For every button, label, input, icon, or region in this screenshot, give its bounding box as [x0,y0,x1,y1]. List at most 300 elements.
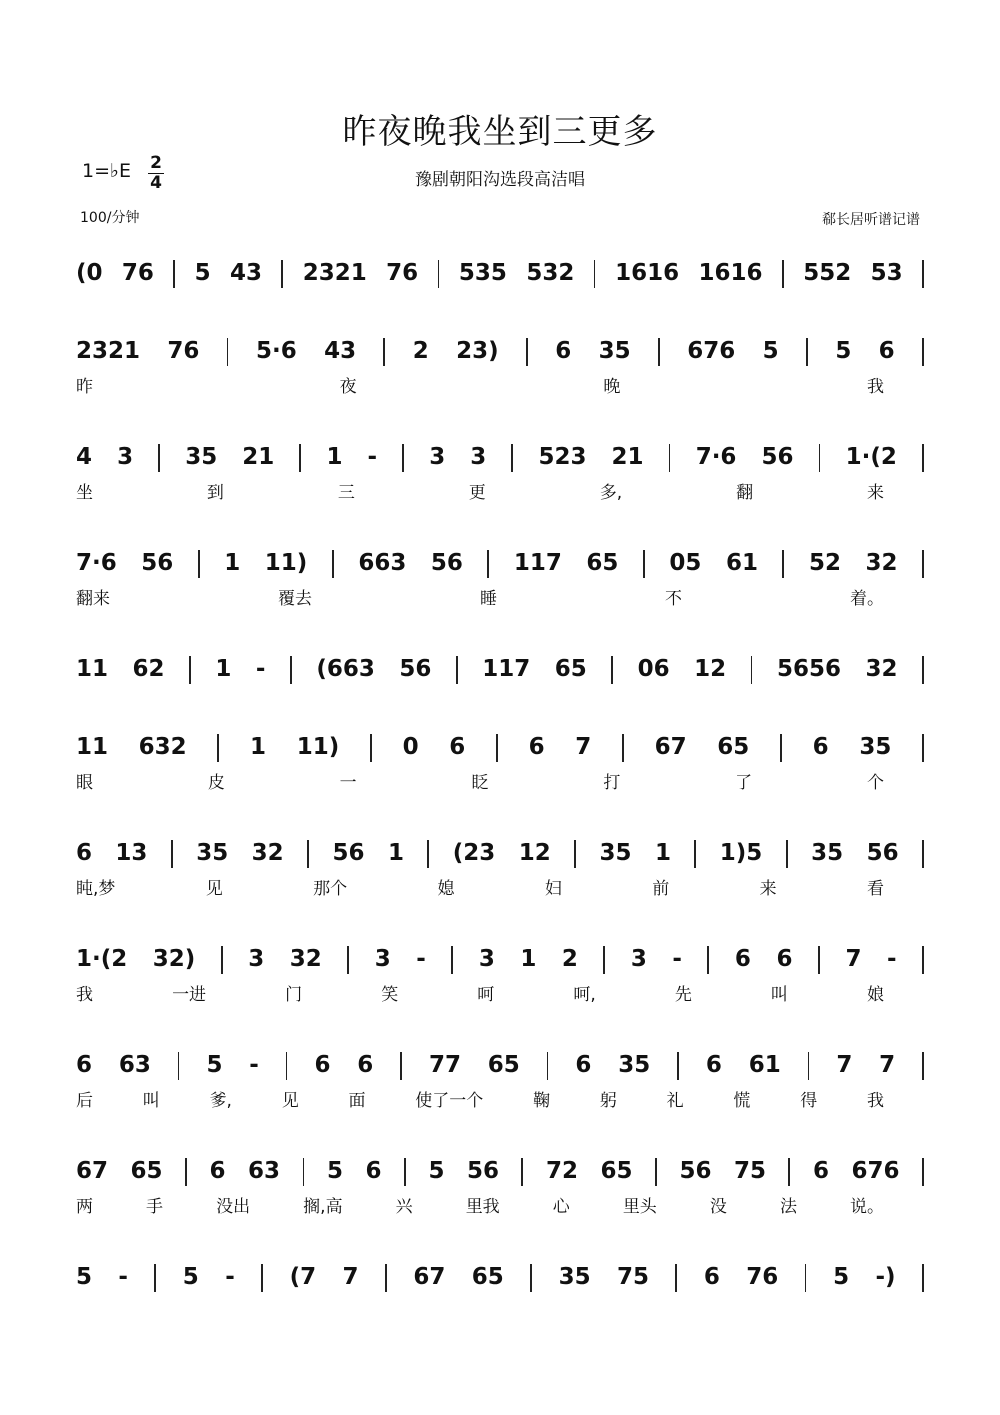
note-group: 67 [76,1158,109,1184]
barline [611,656,613,684]
note-group: 1 [224,550,241,576]
barline [347,946,349,974]
barline [385,1264,387,1292]
note-group: 6 [776,946,793,972]
lyric-word: 睡 [480,589,497,609]
note-group: 3 [470,444,487,470]
staff-system [0,648,1000,738]
note-group: 76 [121,260,154,286]
note-group: 65 [600,1158,633,1184]
note-group: 2 [412,338,429,364]
staff-system [0,726,1000,816]
note-group: 76 [386,260,419,286]
note-group: 1616 [615,260,680,286]
barline [658,338,660,366]
barline [594,260,596,288]
note-group: 12 [518,840,551,866]
notation-line [0,938,1000,978]
lyric-line [0,1089,1000,1115]
barline [227,338,229,366]
barline [173,260,175,288]
note-group: 65 [130,1158,163,1184]
lyric-word: 使了一个 [415,1091,484,1111]
barline [786,840,788,868]
barline [438,260,440,288]
note-group: 53 [870,260,903,286]
barline [307,840,309,868]
page-title: 昨夜晚我坐到三更多 [342,112,658,152]
barline [402,444,404,472]
barline [669,444,671,472]
notation-line [0,436,1000,476]
lyric-word: 翻 [736,483,754,503]
barline [511,444,513,472]
barline [451,946,453,974]
staff-system [0,832,1000,922]
note-group: 1 [387,840,404,866]
note-group: 56 [679,1158,712,1184]
staff-system [0,1256,1000,1346]
lyric-word: 没出 [216,1197,251,1217]
staff-system [0,436,1000,526]
lyric-word: 呵 [477,985,495,1005]
barline [427,840,429,868]
note-group: 5 [194,260,211,286]
notation-line [0,542,1000,582]
barline [922,444,924,472]
barline [154,1264,156,1292]
note-group: (0 [76,260,103,286]
note-group: 35 [811,840,844,866]
barline [456,656,458,684]
lyric-word: 说。 [850,1197,884,1217]
note-group: 6 [449,734,466,760]
barline [805,1264,807,1292]
note-group: 532 [526,260,575,286]
note-group: 6 [734,946,751,972]
notation-line [0,726,1000,766]
note-group: - [672,946,682,972]
lyric-word: 爹, [209,1091,232,1111]
note-group: 35 [859,734,892,760]
note-group: 4 [76,444,93,470]
note-group: 5 [76,1264,93,1290]
note-group: 5 [833,1264,850,1290]
lyric-word: 躬 [599,1091,617,1111]
lyric-word: 先 [674,985,692,1005]
note-group: 1 [250,734,267,760]
lyric-word: 心 [552,1197,570,1217]
note-group: 3 [630,946,647,972]
note-group: 62 [132,656,165,682]
transcriber-credit: 郗长居听谱记谱 [822,212,920,228]
note-group: 117 [513,550,562,576]
note-group: 5 [206,1052,223,1078]
note-group: 1616 [698,260,763,286]
note-group: 5 [182,1264,199,1290]
lyric-word: 法 [779,1197,797,1217]
note-group: 6 [812,1158,829,1184]
note-group: 6 [528,734,545,760]
lyric-word: 媳 [437,879,455,899]
lyric-word: 我 [867,1091,884,1111]
lyric-word: 娘 [867,985,884,1005]
note-group: - [416,946,426,972]
barline [694,840,696,868]
lyric-line [0,375,1000,401]
note-group: 21 [611,444,644,470]
meter-bottom: 4 [150,173,162,193]
lyric-word: 没 [709,1197,727,1217]
lyric-word: 鞠 [533,1091,551,1111]
note-group: 6 [76,840,93,866]
note-group: 1 [654,840,671,866]
barline [526,338,528,366]
note-group: 5656 [777,656,842,682]
note-group: 5·6 [256,338,297,364]
lyric-word: 更 [468,483,486,503]
staff-system [0,1150,1000,1240]
note-group: 56 [332,840,365,866]
note-group: 52 [808,550,841,576]
lyric-line [0,877,1000,903]
note-group: 65 [717,734,750,760]
lyric-word: 呵, [573,985,596,1005]
note-group: 56 [466,1158,499,1184]
note-group: 6 [575,1052,592,1078]
note-group: 63 [248,1158,281,1184]
barline [487,550,489,578]
note-group: 676 [687,338,736,364]
note-group: 6 [878,338,895,364]
note-group: 11 [76,656,109,682]
note-group: 11 [76,734,109,760]
note-group: 61 [725,550,758,576]
key-signature: 1=♭E [82,160,131,182]
barline [370,734,372,762]
note-group: 1·(2 [845,444,897,470]
lyric-word: 多, [599,483,623,503]
lyric-word: 见 [281,1091,299,1111]
barline [922,946,924,974]
barline [922,338,924,366]
note-group: 65 [554,656,587,682]
note-group: 523 [538,444,587,470]
barline [404,1158,406,1186]
barline [574,840,576,868]
lyric-word: 面 [348,1091,366,1111]
barline [675,1264,677,1292]
note-group: 6 [76,1052,93,1078]
barline [751,656,753,684]
barline [707,946,709,974]
barline [922,1158,924,1186]
note-group: 6 [365,1158,382,1184]
lyric-word: 妇 [544,879,562,899]
note-group: 75 [733,1158,766,1184]
note-group: 3 [117,444,134,470]
lyric-word: 笑 [381,985,399,1005]
barline [383,338,385,366]
note-group: 676 [851,1158,900,1184]
note-group: 3 [248,946,265,972]
barline [922,656,924,684]
note-group: 6 [555,338,572,364]
barline [788,1158,790,1186]
barline [286,1052,288,1080]
barline [782,260,784,288]
note-group: 663 [358,550,407,576]
lyric-word: 夜 [339,377,357,397]
lyric-word: 来 [867,483,884,503]
note-group: 35 [598,338,631,364]
lyric-word: 三 [337,483,355,503]
barline [922,734,924,762]
note-group: 06 [637,656,670,682]
barline [217,734,219,762]
lyric-word: 一进 [172,985,207,1005]
notation-line [0,330,1000,370]
barline [299,444,301,472]
lyric-line [0,983,1000,1009]
note-group: 2 [561,946,578,972]
lyric-word: 两 [76,1197,93,1217]
note-group: 5 [326,1158,343,1184]
note-group: 35 [618,1052,651,1078]
note-group: - [249,1052,259,1078]
note-group: 6 [314,1052,331,1078]
lyric-word: 覆去 [278,589,312,609]
note-group: 76 [746,1264,779,1290]
barline [158,444,160,472]
lyric-word: 到 [206,483,224,503]
lyric-word: 晚 [603,377,621,397]
lyric-word: 前 [652,879,670,899]
note-group: 65 [487,1052,520,1078]
note-group: 3 [429,444,446,470]
lyric-word: 我 [76,985,93,1005]
note-group: 6 [812,734,829,760]
lyric-word: 打 [603,773,621,793]
note-group: 7 [845,946,862,972]
barline [198,550,200,578]
lyric-word: 兴 [395,1197,413,1217]
barline [782,550,784,578]
barline [819,444,821,472]
note-group: 2321 [302,260,367,286]
barline [332,550,334,578]
barline [189,656,191,684]
barline [400,1052,402,1080]
barline [185,1158,187,1186]
staff-system [0,1044,1000,1134]
lyric-word: 个 [867,773,884,793]
note-group: - [367,444,378,470]
note-group: 552 [803,260,852,286]
tempo-marking: 100/分钟 [80,210,140,226]
note-group: 1 [520,946,537,972]
lyric-word: 叫 [770,985,788,1005]
note-group: 7 [879,1052,896,1078]
notation-line [0,832,1000,872]
note-group: 1)5 [719,840,763,866]
note-group: 6 [357,1052,374,1078]
note-group: 6 [703,1264,720,1290]
note-group: 7 [836,1052,853,1078]
notation-line [0,1150,1000,1190]
barline [643,550,645,578]
note-group: 77 [428,1052,461,1078]
note-group: 75 [617,1264,650,1290]
note-group: 1·(2 [76,946,128,972]
note-group: 32 [289,946,322,972]
barline [622,734,624,762]
note-group: 32 [251,840,284,866]
note-group: 32 [865,550,898,576]
note-group: (23 [452,840,496,866]
lyric-word: 来 [759,879,777,899]
lyric-word: 眨 [471,773,489,793]
note-group: 56 [761,444,794,470]
barline [780,734,782,762]
note-group: 632 [138,734,187,760]
note-group: 117 [482,656,531,682]
lyric-word: 那个 [313,879,348,899]
lyric-word: 坐 [76,483,93,503]
note-group: 43 [230,260,263,286]
note-group: 32) [152,946,196,972]
lyric-line [0,1195,1000,1221]
notation-line [0,252,1000,292]
note-group: 56 [430,550,463,576]
note-group: - [255,656,266,682]
staff-system [0,252,1000,342]
note-group: 05 [669,550,702,576]
note-group: 1 [215,656,232,682]
lyric-word: 手 [146,1197,164,1217]
barline [818,946,820,974]
note-group: 2321 [76,338,141,364]
note-group: 32 [865,656,898,682]
barline [547,1052,549,1080]
barline [922,840,924,868]
note-group: 6 [705,1052,722,1078]
note-group: 35 [185,444,218,470]
note-group: - [886,946,897,972]
lyric-line [0,481,1000,507]
note-group: 5 [835,338,852,364]
note-group: 43 [324,338,357,364]
barline [290,656,292,684]
barline [171,840,173,868]
lyric-word: 得 [800,1091,818,1111]
note-group: 65 [586,550,619,576]
barline [806,338,808,366]
note-group: 11) [264,550,308,576]
lyric-word: 盹,梦 [76,879,116,899]
note-group: 63 [118,1052,151,1078]
note-group: 535 [458,260,507,286]
barline [808,1052,810,1080]
lyric-word: 了 [735,773,753,793]
barline [303,1158,305,1186]
barline [221,946,223,974]
lyric-word: 礼 [666,1091,684,1111]
barline [655,1158,657,1186]
barline [530,1264,532,1292]
barline [603,946,605,974]
lyric-word: 我 [867,377,884,397]
note-group: 72 [545,1158,578,1184]
note-group: 7 [575,734,592,760]
lyric-word: 翻来 [76,589,110,609]
note-group: 12 [694,656,727,682]
note-group: 3 [374,946,391,972]
note-group: 23) [456,338,499,364]
note-group: - [225,1264,235,1290]
barline [677,1052,679,1080]
lyric-line [0,587,1000,613]
barline [922,260,924,288]
note-group: 7 [342,1264,359,1290]
lyric-word: 门 [285,985,303,1005]
note-group: 7·6 [695,444,737,470]
note-group: 1 [326,444,343,470]
lyric-word: 眼 [76,773,93,793]
barline [281,260,283,288]
note-group: 0 [402,734,419,760]
meter-top: 2 [150,153,162,173]
note-group: 11) [296,734,340,760]
note-group: - [118,1264,128,1290]
staff-system [0,330,1000,420]
barline [922,1052,924,1080]
note-group: 21 [242,444,275,470]
lyric-word: 皮 [207,773,225,793]
barline [922,550,924,578]
note-group: 67 [413,1264,446,1290]
note-group: 65 [471,1264,504,1290]
lyric-word: 里我 [465,1197,500,1217]
lyric-word: 后 [76,1091,93,1111]
note-group: 61 [748,1052,781,1078]
lyric-word: 昨 [76,377,93,397]
note-group: 7·6 [76,550,117,576]
note-group: 5 [762,338,779,364]
subtitle: 豫剧朝阳沟选段高洁唱 [415,170,585,190]
note-group: (7 [289,1264,317,1290]
note-group: 56 [866,840,899,866]
lyric-word: 里头 [622,1197,657,1217]
lyric-line [0,771,1000,797]
lyric-word: 一 [339,773,357,793]
lyric-word: 搁,高 [303,1197,343,1217]
note-group: 67 [654,734,687,760]
lyric-word: 叫 [142,1091,160,1111]
staff-system [0,938,1000,1028]
staff-system [0,542,1000,632]
barline [261,1264,263,1292]
notation-line [0,1256,1000,1296]
barline [922,1264,924,1292]
barline [521,1158,523,1186]
barline [178,1052,180,1080]
note-group: 76 [167,338,200,364]
note-group: 56 [141,550,174,576]
lyric-word: 看 [867,879,884,899]
note-group: -) [875,1264,896,1290]
note-group: 35 [196,840,229,866]
